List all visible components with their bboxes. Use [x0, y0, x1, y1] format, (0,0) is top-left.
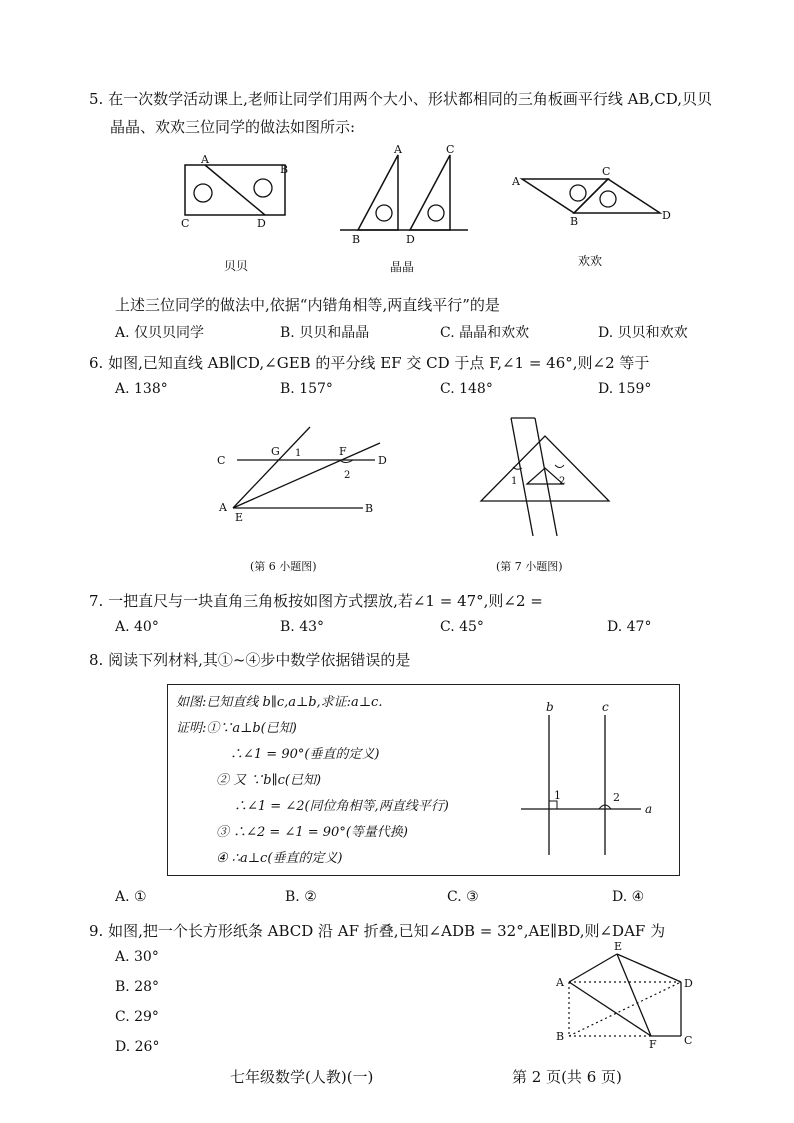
q8-proof-line-4: ② 又 ∵b∥c(已知)	[216, 773, 322, 788]
svg-text:B: B	[365, 502, 374, 515]
q7-option-a[interactable]: A. 40°	[115, 619, 159, 635]
svg-text:B: B	[556, 1030, 565, 1043]
q7-caption: (第 7 小题图)	[496, 560, 563, 573]
svg-text:b: b	[546, 700, 554, 714]
q8-option-d[interactable]: D. ④	[612, 889, 645, 905]
q6-text: 6. 如图,已知直线 AB∥CD,∠GEB 的平分线 EF 交 CD 于点 F,∠1 = 46°,则∠2 等于	[89, 354, 650, 372]
q7-text: 7. 一把直尺与一块直角三角板按如图方式摆放,若∠1 = 47°,则∠2 =	[89, 592, 543, 610]
q7-option-b[interactable]: B. 43°	[280, 619, 325, 635]
svg-text:G: G	[271, 445, 280, 458]
q8-proof-line-5: ∴∠1 = ∠2(同位角相等,两直线平行)	[234, 799, 449, 814]
q6-option-c[interactable]: C. 148°	[440, 381, 493, 397]
q5-label-jingjing: 晶晶	[390, 260, 415, 274]
svg-text:A: A	[394, 143, 402, 156]
svg-text:2: 2	[559, 476, 566, 487]
svg-text:c: c	[602, 700, 609, 714]
q7-option-c[interactable]: C. 45°	[440, 619, 484, 635]
q8-proof-line-1: 如图:已知直线 b∥c,a⊥b,求证:a⊥c.	[176, 695, 383, 710]
svg-text:B: B	[352, 233, 361, 246]
q8-proof-line-6: ③ ∴∠2 = ∠1 = 90°(等量代换)	[216, 825, 408, 840]
q5-option-b[interactable]: B. 贝贝和晶晶	[280, 325, 370, 341]
q6-caption: (第 6 小题图)	[250, 560, 317, 573]
svg-text:C: C	[684, 1034, 693, 1047]
svg-text:B: B	[280, 163, 289, 176]
q8-proof-box	[167, 684, 680, 876]
svg-text:1: 1	[554, 789, 561, 802]
q7-figure	[475, 418, 615, 538]
q8-option-c[interactable]: C. ③	[447, 889, 479, 905]
svg-text:F: F	[339, 445, 347, 458]
footer-page-number: 第 2 页(共 6 页)	[512, 1068, 622, 1086]
q5-figure-jingjing	[340, 145, 470, 245]
svg-text:a: a	[645, 802, 653, 816]
q6-figure	[215, 425, 390, 525]
svg-text:D: D	[257, 217, 266, 230]
q6-option-b[interactable]: B. 157°	[280, 381, 333, 397]
svg-text:E: E	[614, 940, 623, 953]
svg-text:C: C	[181, 217, 190, 230]
q6-option-d[interactable]: D. 159°	[598, 381, 652, 397]
q5-label-huanhuan: 欢欢	[578, 254, 603, 268]
q5-option-d[interactable]: D. 贝贝和欢欢	[598, 325, 688, 341]
svg-text:A: A	[512, 175, 520, 188]
svg-text:B: B	[570, 215, 579, 228]
q9-option-d[interactable]: D. 26°	[115, 1039, 160, 1055]
svg-text:1: 1	[511, 476, 518, 487]
q5-figure-beibei	[175, 155, 295, 235]
svg-text:D: D	[684, 977, 693, 990]
q9-figure	[553, 940, 703, 1052]
svg-text:C: C	[217, 454, 226, 467]
q5-figure-huanhuan	[510, 165, 675, 228]
q8-proof-line-3: ∴∠1 = 90°(垂直的定义)	[230, 747, 380, 762]
q9-option-b[interactable]: B. 28°	[115, 979, 160, 995]
q5-line1: 5. 在一次数学活动课上,老师让同学们用两个大小、形状都相同的三角板画平行线 AB,CD,贝贝	[89, 90, 712, 108]
q8-proof-line-2: 证明:①∵a⊥b(已知)	[176, 721, 297, 736]
q5-option-a[interactable]: A. 仅贝贝同学	[115, 325, 205, 341]
svg-text:A: A	[556, 976, 564, 989]
svg-text:C: C	[602, 165, 611, 178]
q6-option-a[interactable]: A. 138°	[115, 381, 168, 397]
q8-option-a[interactable]: A. ①	[115, 889, 147, 905]
svg-text:E: E	[235, 511, 244, 524]
q5-label-beibei: 贝贝	[224, 259, 249, 273]
svg-text:2: 2	[613, 791, 620, 804]
svg-text:A: A	[201, 153, 209, 166]
footer-subject: 七年级数学(人教)(一)	[230, 1068, 374, 1086]
q9-option-a[interactable]: A. 30°	[115, 949, 159, 965]
svg-text:1: 1	[295, 448, 302, 459]
svg-text:F: F	[649, 1038, 657, 1051]
svg-text:D: D	[406, 233, 415, 246]
q8-option-b[interactable]: B. ②	[285, 889, 317, 905]
q9-text: 9. 如图,把一个长方形纸条 ABCD 沿 AF 折叠,已知∠ADB = 32°,AE∥BD,则∠DAF 为	[89, 922, 666, 940]
q9-option-c[interactable]: C. 29°	[115, 1009, 159, 1025]
svg-text:D: D	[662, 209, 671, 222]
q7-option-d[interactable]: D. 47°	[607, 619, 652, 635]
svg-text:2: 2	[344, 470, 351, 481]
svg-text:C: C	[446, 143, 455, 156]
q8-text: 8. 阅读下列材料,其①~④步中数学依据错误的是	[89, 651, 411, 669]
svg-text:D: D	[378, 454, 387, 467]
q5-question: 上述三位同学的做法中,依据“内错角相等,两直线平行”的是	[115, 296, 500, 314]
svg-text:A: A	[219, 501, 227, 514]
q8-proof-line-7: ④ ∴a⊥c(垂直的定义)	[216, 851, 343, 866]
q5-line2: 晶晶、欢欢三位同学的做法如图所示:	[110, 118, 356, 136]
q8-figure	[513, 700, 663, 855]
q5-option-c[interactable]: C. 晶晶和欢欢	[440, 325, 530, 341]
